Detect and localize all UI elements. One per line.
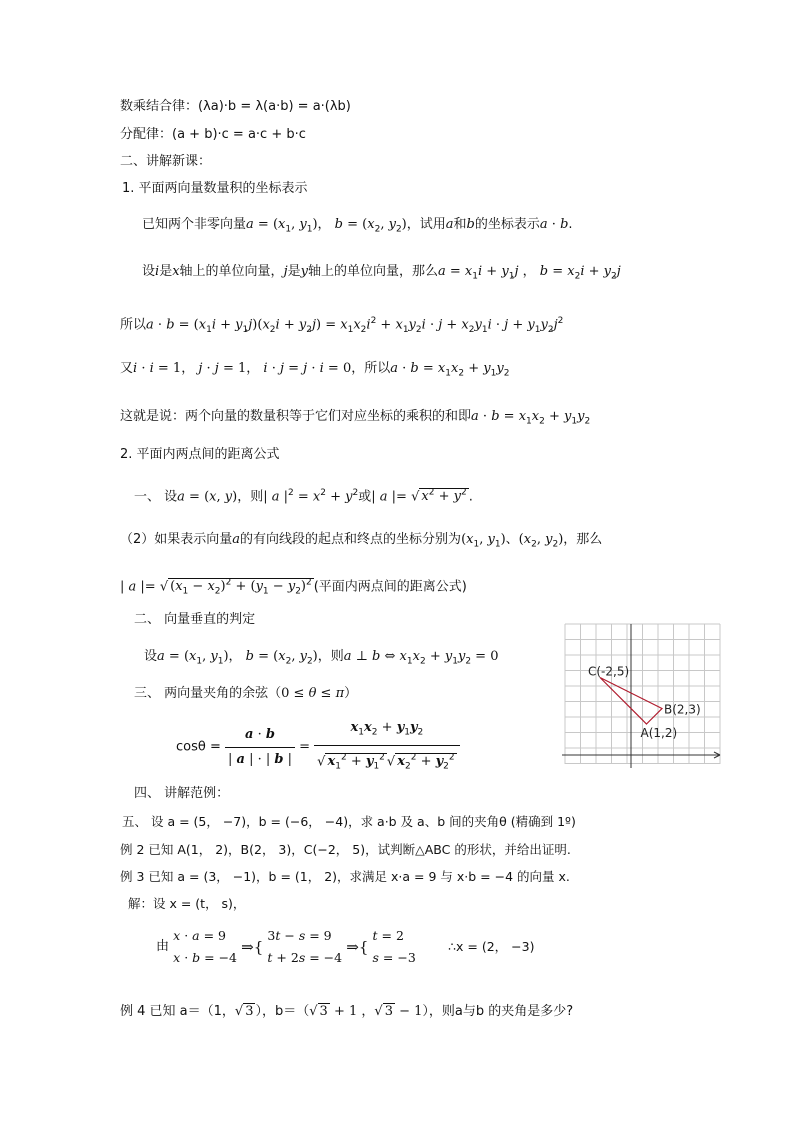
associative-law-line: 数乘结合律：(λa)·b = λ(a·b) = a·(λb)	[120, 99, 351, 114]
coordinate-axes	[562, 624, 720, 768]
point-label-b: B(2,3)	[664, 702, 701, 717]
subheading-angle-cosine: 三、 两向量夹角的余弦（0 ≤ θ ≤ π）	[134, 686, 358, 701]
expansion-line: 所以$a \cdot b = (x_1i + y_1j)(x_2i + y_2j) = x_1x_2i^2 + x_1y_2i \cdot j + x_2y_1i \cdot j + y_1y_2j^2$	[120, 316, 564, 335]
equation-system: 由 x · a = 9 x · b = −4 ⇒{ 3t − s = 9 t + 2s = −4 ⇒{ t = 2 s = −3 ∴x = (2， −3)	[156, 928, 535, 965]
distributive-law-line: 分配律：(a + b)·c = a·c + b·c	[120, 127, 306, 142]
directed-segment-line: （2）如果表示向量a的有向线段的起点和终点的坐标分别为($x_1$, $y_1$)、($x_2$, $y_2$)，那么	[120, 532, 603, 550]
section-heading-new-lesson: 二、讲解新课：	[120, 154, 212, 169]
subheading-examples: 四、 讲解范例：	[134, 786, 230, 801]
magnitude-line: 一、 设a = (x, y)，则| a $|^2 = x^2 + y^2$或| a |= √ $x^2 + y^2$ .	[134, 488, 473, 505]
cosine-formula: cosθ = $\frac{a \cdot b}{| a | \cdot | b |}$ = $\frac{x_1x_2 + y_1y_2}{√ x_1^2 + y_1^2 √ x_2^2 + y_2^2}$	[176, 718, 460, 777]
perpendicular-condition-line: 设$a = (x_1$, $y_1$)， $b = (x_2$, $y_2$)，则a ⊥ b ⇔ $x_1x_2 + y_1y_2 = 0$	[144, 649, 499, 667]
unit-vectors-line: 设i是x轴上的单位向量，j是y轴上的单位向量，那么$a = x_1i + y_1j$ ， $b = x_2i + y_2j$	[142, 264, 621, 282]
example-4: 例 4 已知 a＝（1，√ 3 ），b＝（√ 3 + 1 ，√ 3 − 1），则a与b 的夹角是多少?	[120, 1004, 574, 1019]
given-vectors-line: 已知两个非零向量$a = (x_1$, $y_1$)， $b = (x_2$, $y_2$)，试用a和b的坐标表示a · b.	[142, 217, 573, 235]
subheading-perpendicular: 二、 向量垂直的判定	[134, 612, 256, 627]
coordinate-grid	[565, 624, 720, 764]
distance-formula-line: | a |= √ $(x_1 - x_2)^2 + (y_1 - y_2)^2$ (平面内两点间的距离公式)	[120, 578, 467, 597]
solution-intro: 解：设 x = (t， s)，	[128, 896, 246, 911]
example-2: 例 2 已知 A(1， 2)，B(2， 3)，C(−2， 5)，试判断△ABC 的形状，并给出证明.	[120, 842, 571, 857]
dot-product-conclusion: 这就是说：两个向量的数量积等于它们对应坐标的乘积的和即$a \cdot b = x_1x_2 + y_1y_2$	[120, 409, 591, 427]
unit-products-line: 又i · i = 1， j · j = 1， i · j = j · i = 0，所以$a \cdot b = x_1x_2 + y_1y_2$	[120, 361, 510, 379]
example-1: 五、 设 a = (5， −7)，b = (−6， −4)，求 a·b 及 a、b 间的夹角θ (精确到 1º)	[122, 814, 576, 829]
point-label-c: C(-2,5)	[588, 664, 630, 679]
example-3: 例 3 已知 a = (3， −1)，b = (1， 2)，求满足 x·a = 9 与 x·b = −4 的向量 x.	[120, 869, 570, 884]
subheading-dot-product-coordinates: 1. 平面两向量数量积的坐标表示	[122, 181, 308, 196]
triangle-grid-diagram	[562, 622, 724, 768]
subheading-distance-formula: 2. 平面内两点间的距离公式	[120, 447, 280, 462]
point-label-a: A(1,2)	[640, 726, 678, 740]
